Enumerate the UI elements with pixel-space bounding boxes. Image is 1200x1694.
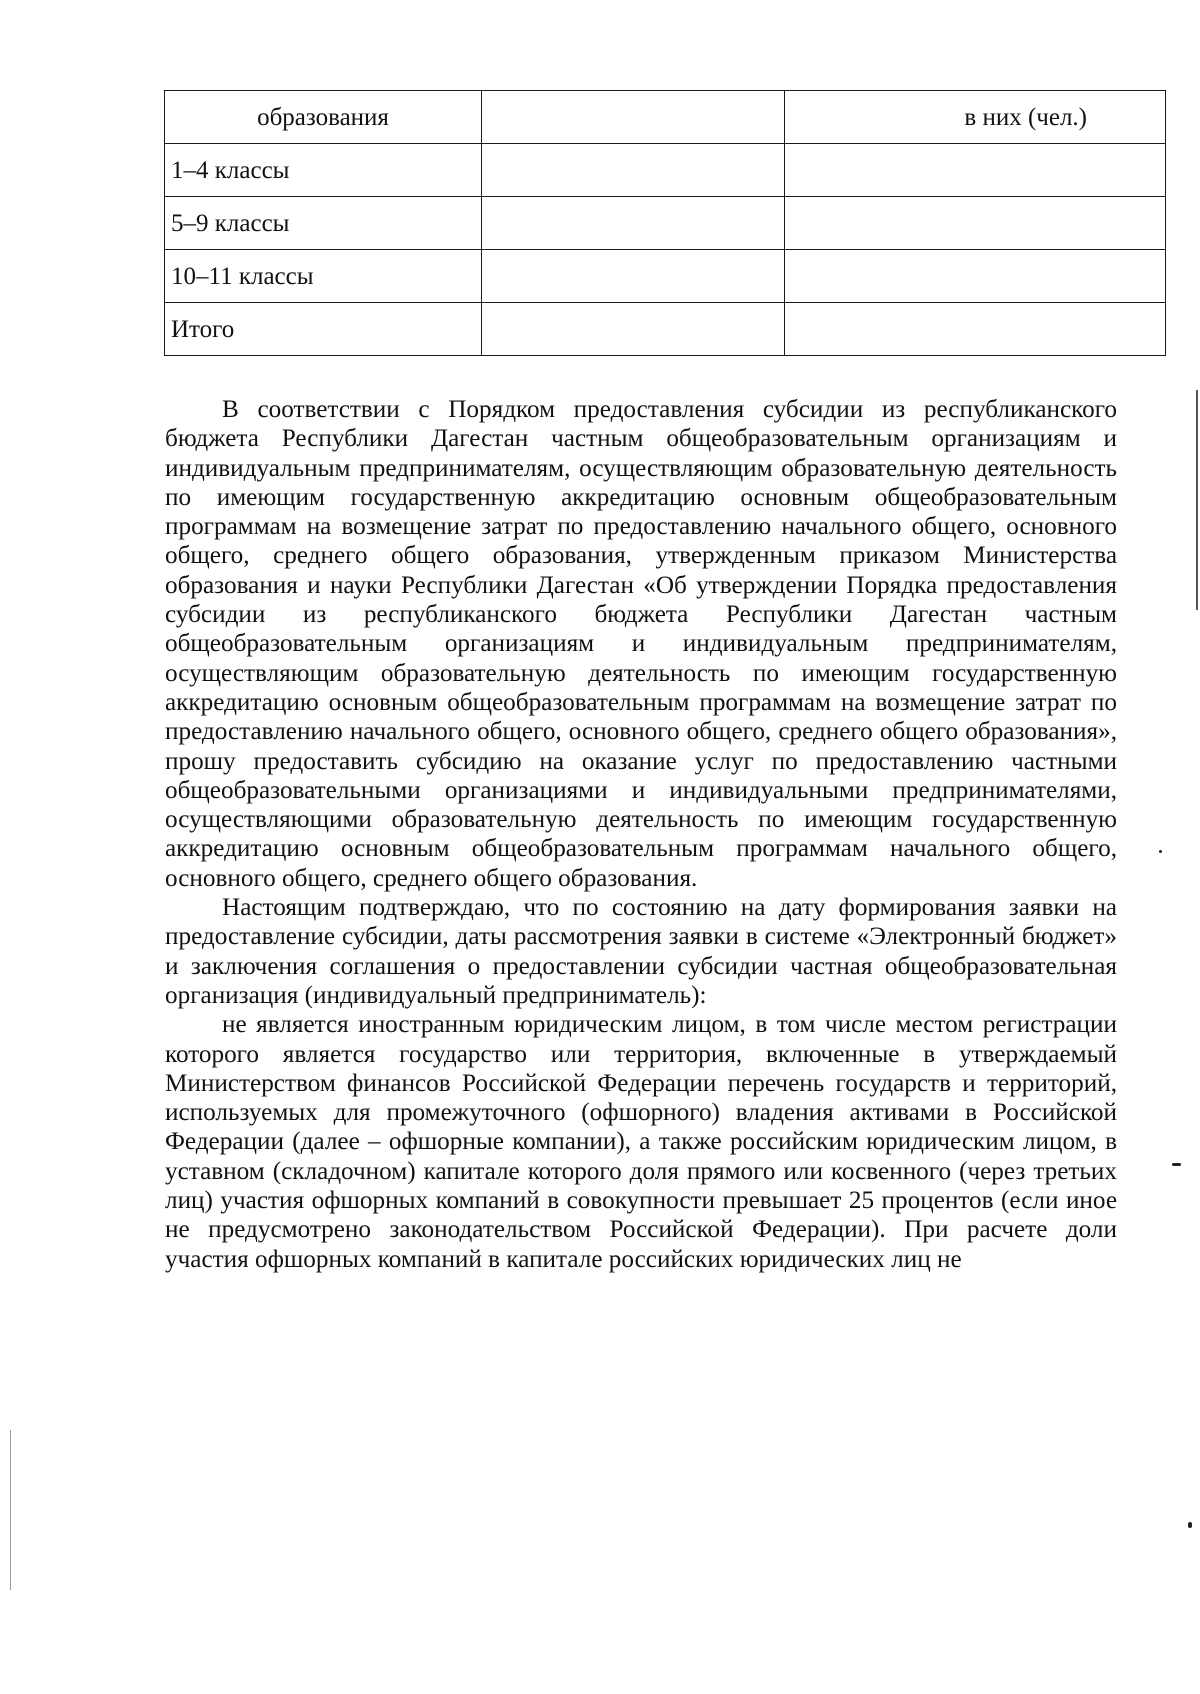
scan-edge-line: [1196, 390, 1198, 610]
paragraph-request: В соответствии с Порядком предоставления субсидии из республиканского бюджета Республики Дагестан частным общеобразовательным организациям и индивидуальным предпринимателям, осуществляющим образовательную деятельность по имеющим государственную аккредитацию основным общеобразовательным программам на возмещение затрат по предоставлению начального общего, основного общего, среднего общего образования, утвержденным приказом Министерства образования и науки Республики Дагестан «Об утверждении Порядка предоставления субсидии из республиканского бюджета Республики Дагестан частным общеобразовательным организациям и индивидуальным предпринимателям, осуществляющим образовательную деятельность по имеющим государственную аккредитацию основным общеобразовательным программам на возмещение затрат по предоставлению начального общего, основного общего, среднего общего образования», прошу предоставить субсидию на оказание услуг по предоставлению частными общеобразовательными организациями и индивидуальными предпринимателями, осуществляющими образовательную деятельность по имеющим государственную аккредитацию основным общеобразовательным программам начального общего, основного общего, среднего общего образования.: [165, 396, 1117, 892]
table-header-cell: [482, 91, 785, 144]
paragraph-confirmation: Настоящим подтверждаю, что по состоянию на дату формирования заявки на предоставление субсидии, даты рассмотрения заявки в системе «Электронный бюджет» и заключения соглашения о предоставлении субсидии частная общеобразовательная организация (индивидуальный предприниматель):: [165, 894, 1117, 1009]
table-row: [165, 303, 1166, 356]
table-cell: [785, 303, 1166, 356]
table-header-cell: образования: [165, 91, 482, 144]
table-row-label: 1–4 классы: [165, 144, 482, 197]
table-cell: [482, 144, 785, 197]
table-header-cell: в них (чел.): [785, 91, 1166, 144]
table-cell: [482, 197, 785, 250]
scan-edge-line: [10, 1430, 11, 1590]
table-row-label: 5–9 классы: [165, 197, 482, 250]
paragraph-offshore: не является иностранным юридическим лицом, в том числе местом регистрации которого является государство или территория, включенные в утверждаемый Министерством финансов Российской Федерации перечень государств и территорий, используемых для промежуточного (офшорного) владения активами в Российской Федерации (далее – офшорные компании), а также российским юридическим лицом, в уставном (складочном) капитале которого доля прямого или косвенного (через третьих лиц) участия офшорных компаний в совокупности превышает 25 процентов (если иное не предусмотрено законодательством Российской Федерации). При расчете доли участия офшорных компаний в капитале российских юридических лиц не: [165, 1011, 1117, 1273]
table-cell: [482, 250, 785, 303]
scan-speck: [1172, 1163, 1181, 1166]
table-cell: [482, 303, 785, 356]
table-cell: [785, 144, 1166, 197]
table-cell: [785, 197, 1166, 250]
scan-speck: [1188, 1522, 1192, 1528]
table-row-label: 10–11 классы: [165, 250, 482, 303]
table-row: [165, 197, 1166, 250]
document-body: [165, 395, 1117, 1274]
table-row: [165, 144, 1166, 197]
table-row-label: Итого: [165, 303, 482, 356]
table-cell: [785, 250, 1166, 303]
table-header-row: [165, 91, 1166, 144]
scan-speck: [1159, 850, 1162, 853]
students-table: [164, 90, 1166, 356]
table-row: [165, 250, 1166, 303]
